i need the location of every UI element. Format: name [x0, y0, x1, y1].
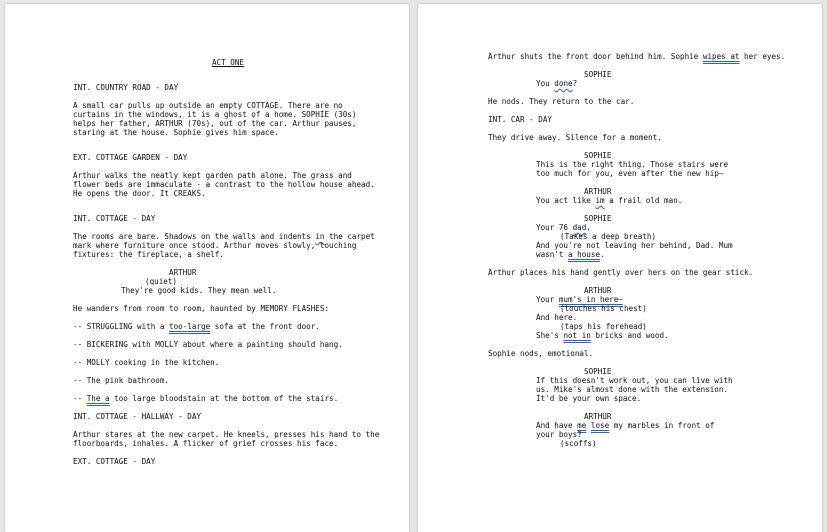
text-run: -- BICKERING with MOLLY about where a painting should hang. [73, 340, 343, 349]
script-dialogue [488, 196, 736, 205]
text-run: INT. COUNTRY ROAD - DAY [73, 83, 179, 92]
script-character [73, 268, 383, 277]
script-action [73, 376, 383, 385]
script-dialogue [488, 241, 736, 259]
style-mark: a house [568, 250, 601, 259]
text-run: And have [536, 421, 578, 430]
script-dialogue [488, 79, 736, 88]
text-run: -- MOLLY cooking in the kitchen. [73, 358, 220, 367]
text-run: Your 76 [536, 223, 573, 232]
text-run: SOPHIE [584, 70, 612, 79]
script-scene [73, 153, 383, 162]
script-character [488, 412, 798, 421]
script-dialogue [488, 160, 736, 178]
script-action [73, 430, 383, 448]
text-run: ARTHUR [584, 286, 612, 295]
text-run: (Takes a deep breath) [560, 232, 657, 241]
script-action [73, 340, 383, 349]
text-run: ARTHUR [584, 187, 612, 196]
script-dialogue [488, 223, 736, 232]
text-run: -- [73, 394, 87, 403]
text-run: This is the right thing. Those stairs were too much for you, even after the new hip— [536, 160, 733, 178]
script-action [73, 171, 383, 198]
text-run: She's [536, 331, 564, 340]
text-run: Sophie nods, emotional. [488, 349, 594, 358]
text-run: the carpet mark where furniture once stood. Arthur moves slowly, touching fixtures: the fireplace, a shelf. [73, 232, 380, 259]
text-run: (taps his forehead) [560, 322, 647, 331]
text-run: Arthur shuts the front door behind him. Sophie [488, 52, 703, 61]
script-action [73, 101, 383, 137]
text-run: EXT. COTTAGE GARDEN - DAY [73, 153, 188, 162]
script-heading-center [73, 58, 383, 67]
text-run: They drive away. Silence for a moment. [488, 133, 662, 142]
text-run: And you're not leaving her behind, Dad. Mum wasn't [536, 241, 738, 259]
style-mark: mum's in here— [558, 295, 623, 304]
script-action [73, 358, 383, 367]
style-mark: not in [563, 331, 591, 340]
script-scene [73, 457, 383, 466]
text-run: SOPHIE [584, 151, 612, 160]
script-scene [73, 412, 383, 421]
script-action [73, 394, 383, 403]
script-dialogue [488, 376, 736, 403]
style-mark: The a [86, 394, 110, 403]
script-page-right [418, 4, 822, 532]
script-action [488, 52, 798, 61]
style-mark: lose [590, 421, 610, 430]
text-run: You act like [536, 196, 596, 205]
text-run: -- The pink bathroom. [73, 376, 170, 385]
text-run: He wanders from room to room, haunted by MEMORY FLASHES: [73, 304, 330, 313]
script-action [488, 268, 798, 277]
script-character [488, 286, 798, 295]
text-run: INT. CAR - DAY [488, 115, 553, 124]
text-run: ACT ONE [211, 58, 244, 67]
text-run: Your [536, 295, 559, 304]
text-run: . [586, 223, 591, 232]
text-run: You [536, 79, 555, 88]
script-dialogue [488, 295, 736, 304]
text-run: my marbles in front of your boys? [536, 421, 719, 439]
script-paren [488, 439, 798, 448]
text-run: ARTHUR [584, 412, 612, 421]
script-paren [73, 277, 383, 286]
text-run: A small car pulls up outside an empty COTTAGE. There are no curtains in the windows, it is a ghost of a home. SOPHIE (30s) helps her father, ARTHUR (70s), out of the car. Arthur pauses, staring at the house. Sophie gives him space. [73, 101, 362, 137]
script-character [488, 214, 798, 223]
text-run: (quiet) [145, 277, 178, 286]
text-run: (scoffs) [560, 439, 597, 448]
script-action [488, 133, 798, 142]
text-run: a frail old man. [604, 196, 683, 205]
text-run: too large bloodstain at the bottom of the stairs. [109, 394, 339, 403]
page-text-left[interactable] [73, 58, 383, 466]
script-action [73, 322, 383, 331]
text-run: . [600, 250, 605, 259]
grammar-mark: in [315, 232, 325, 241]
text-run: He nods. They return to the car. [488, 97, 635, 106]
script-character [488, 367, 798, 376]
text-run: Arthur places his hand gently over hers on the gear stick. [488, 268, 754, 277]
text-run: Arthur stares at the new carpet. He kneels, presses his hand to the floorboards, inhales. A flicker of grief crosses his face. [73, 430, 384, 448]
text-run: Arthur walks the neatly kept garden path alone. The grass and flower beds are immaculate - a contrast to the hollow house ahead. He opens the door. It CREAKS. [73, 171, 380, 198]
style-mark: too-large [169, 322, 211, 331]
script-action [488, 97, 798, 106]
script-dialogue [488, 313, 736, 322]
text-run: -- STRUGGLING with a [73, 322, 170, 331]
script-action [488, 349, 798, 358]
text-run: If this doesn't work out, you can live with us. Mike's almost done with the extension. It'd be your own space. [536, 376, 738, 403]
script-character [488, 187, 798, 196]
script-character [488, 70, 798, 79]
text-run: The rooms are bare. Shadows on the walls and indents [73, 232, 316, 241]
text-run: ARTHUR [169, 268, 197, 277]
script-dialogue [73, 286, 321, 295]
text-run: sofa at the front door. [210, 322, 320, 331]
text-run: And here. [536, 313, 578, 322]
style-mark: wipes at [702, 52, 740, 61]
text-run: SOPHIE [584, 214, 612, 223]
text-run: bricks and wood. [590, 331, 669, 340]
text-run: her eyes. [739, 52, 786, 61]
script-scene [73, 214, 383, 223]
script-page-left [5, 4, 409, 532]
script-scene [73, 83, 383, 92]
script-paren [488, 232, 798, 241]
grammar-mark: dad [572, 223, 587, 232]
text-run: INT. COTTAGE - HALLWAY - DAY [73, 412, 202, 421]
text-run: EXT. COTTAGE - DAY [73, 457, 156, 466]
text-run: They're good kids. They mean well. [121, 286, 277, 295]
spelling-mark: im [595, 196, 605, 205]
style-mark: me [577, 421, 587, 430]
text-run: (touches his chest) [560, 304, 647, 313]
page-text-right[interactable] [488, 52, 798, 448]
script-action [73, 232, 383, 259]
script-character [488, 151, 798, 160]
script-dialogue [488, 331, 736, 340]
script-action [73, 304, 383, 313]
text-run: INT. COTTAGE - DAY [73, 214, 156, 223]
script-dialogue [488, 421, 736, 439]
text-run: ? [572, 79, 578, 88]
text-run: SOPHIE [584, 367, 612, 376]
grammar-mark: done [554, 79, 573, 88]
script-paren [488, 304, 798, 313]
script-scene [488, 115, 798, 124]
script-paren [488, 322, 798, 331]
